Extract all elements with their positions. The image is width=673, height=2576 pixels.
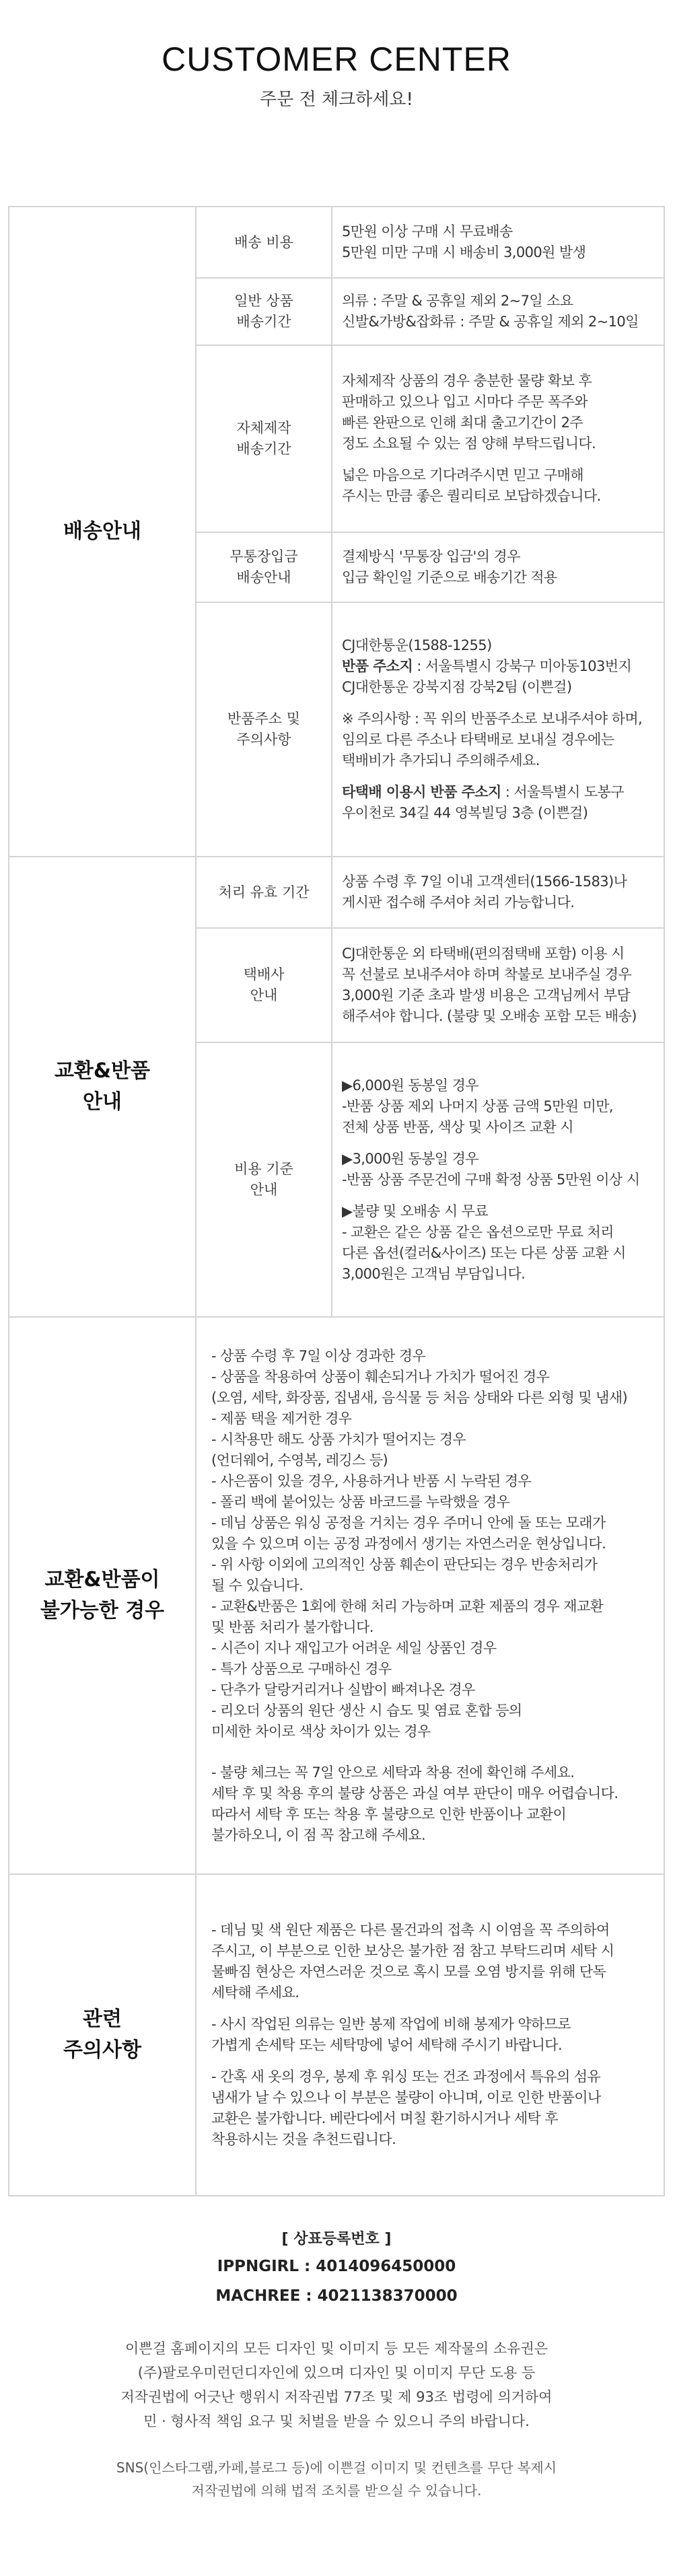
content-cautions [196,1874,664,2196]
shipping-fee-row [9,207,664,278]
defect-check-notice: - 불량 체크는 꼭 7일 안으로 세탁과 착용 전에 확인해 주세요. 세탁 후 및 착용 후의 불량 상품은 과실 여부 판단이 매우 어렵습니다. 따라서 세탁 후 또는 착용 후 불량으로 인한 반품이나 교환이 불가하오니, 이 점 꼭 참고해 주세요. [211,1764,618,1843]
return-address-label: 반품 주소지 [342,658,413,674]
label-courier: 택배사 안내 [196,928,332,1042]
return-caution: ※ 주의사항 : 꼭 위의 반품주소로 보내주셔야 하며, 임의로 다른 주소나 타택배로 보내실 경우에는 택배비가 추가되니 주의해주세요. [342,711,643,768]
cautions-row [9,1874,664,2196]
trademark-title: [ 상표등록번호 ] [281,2231,392,2248]
content-cost [332,1042,664,1317]
label-shipping-period: 일반 상품 배송기간 [196,278,332,345]
content-courier: CJ대한통운 외 타택배(편의점택배 포함) 이용 시 꼭 선불로 보내주셔야 하며 착불로 보내주실 경우 3,000원 기준 초과 발생 비용은 고객님께서 부담 해주셔야 합니다. (불량 및 오배송 포함 모든 배송) [332,928,664,1042]
custom-made-text-2: 넓은 마음으로 기다려주시면 믿고 구매해 주시는 만큼 좋은 퀄리티로 보답하겠습니다. [342,467,601,504]
cost-block-3: ▶불량 및 오배송 시 무료 - 교환은 같은 상품 같은 옵션으로만 무료 처리 다른 옵션(컬러&사이즈) 또는 다른 상품 교환 시 3,000원은 고객님 부담입니다. [342,1203,626,1282]
caution-paragraph-1: - 데님 및 색 원단 제품은 다른 물건과의 접촉 시 이염을 꼭 주의하여 주시고, 이 부분으로 인한 보상은 불가한 점 참고 부탁드리며 세탁 시 물빠짐 현상은 자연스러운 것으로 혹시 모를 오염 방지를 위해 단독 세탁해 주세요. [211,1922,614,2001]
policy-table [8,206,665,2196]
section-non-exchange: 교환&반품이 불가능한 경우 [9,1317,196,1874]
content-shipping-period: 의류 : 주말 & 공휴일 제외 2~7일 소요 신발&가방&잡화류 : 주말 & 공휴일 제외 2~10일 [332,278,664,345]
trademark-machree: MACHREE : 4021138370000 [215,2287,458,2305]
other-courier-label: 타택배 이용시 반품 주소지 [342,784,501,800]
label-return-address: 반품주소 및 주의사항 [196,602,332,857]
section-cautions: 관련 주의사항 [9,1874,196,2196]
section-exchange: 교환&반품 안내 [9,857,196,1317]
label-shipping-fee: 배송 비용 [196,207,332,278]
courier-branch: CJ대한통운 강북지점 강북2팀 (이쁜걸) [342,679,572,695]
caution-paragraph-3: - 간혹 새 옷의 경우, 봉제 후 워싱 또는 건조 과정에서 특유의 섬유 냄새가 날 수 있으나 이 부분은 불량이 아니며, 이로 인한 반품이나 교환은 불가합니다. 베란다에서 며칠 환기하시거나 세탁 후 착용하시는 것을 추천드립니다. [211,2069,601,2147]
page-header [0,0,673,110]
content-return-address [332,602,664,857]
content-deposit: 결제방식 '무통장 입금'의 경우 입금 확인일 기준으로 배송기간 적용 [332,532,664,602]
label-custom-made: 자체제작 배송기간 [196,345,332,532]
content-shipping-fee: 5만원 이상 구매 시 무료배송 5만원 미만 구매 시 배송비 3,000원 발생 [332,207,664,278]
cost-block-2: ▶3,000원 동봉일 경우 -반품 상품 주문건에 구매 확정 상품 5만원 이상 시 [342,1150,640,1188]
non-exchange-row [9,1317,664,1874]
content-non-exchange [196,1317,664,1874]
courier-name: CJ대한통운(1588-1255) [342,637,492,653]
label-cost: 비용 기준 안내 [196,1042,332,1317]
return-address-text: : 서울특별시 강북구 미아동103번지 [413,658,632,674]
label-deadline: 처리 유효 기간 [196,857,332,928]
return-address-line [342,656,657,677]
sns-copyright-notice: SNS(인스타그램,카페,블로그 등)에 이쁜걸 이미지 및 컨텐츠를 무단 복제시 저작권법에 의해 법적 조치를 받으실 수 있습니다. [116,2460,557,2499]
footer [0,2227,673,2502]
copyright-notice: 이쁜걸 홈페이지의 모든 디자인 및 이미지 등 모든 제작물의 소유권은 (주)팔로우미런던디자인에 있으며 디자인 및 이미지 무단 도용 등 저작권법에 어긋난 행위시 저작권법 77조 및 제 93조 법령에 의거하여 민 · 형사적 책임 요구 및 처벌을 받을 수 있으니 주의 바랍니다. [120,2340,553,2429]
non-exchange-list: - 상품 수령 후 7일 이상 경과한 경우 - 상품을 착용하여 상품이 훼손되거나 가치가 떨어진 경우 (오염, 세탁, 화장품, 집냄새, 음식물 등 처음 상태와 다른 외형 및 냄새) - 제품 택을 제거한 경우 - 시착용만 해도 상품 가치가 떨어지는 경우 (언더웨어, 수영복, 레깅스 등) - 사은품이 있을 경우, 사용하거나 반품 시 누락된 경우 - 폴리 백에 붙어있는 상품 바코드를 누락했을 경우 - 데님 상품은 워싱 공정을 거치는 경우 주머니 안에 돌 또는 모래가 있을 수 있으며 이는 공정 과정에서 생기는 자연스러운 현상입니다. - 위 사항 이외에 고의적인 상품 훼손이 판단되는 경우 반송처리가 될 수 있습니다. - 교환&반품은 1회에 한해 처리 가능하며 교환 제품의 경우 재교환 및 반품 처리가 불가합니다. - 시즌이 지나 재입고가 어려운 세일 상품인 경우 - 특가 상품으로 구매하신 경우 - 단추가 달랑거리거나 실밥이 빠져나온 경우 - 리오더 상품의 원단 생산 시 습도 및 염료 혼합 등의 미세한 차이로 색상 차이가 있는 경우 [211,1347,628,1740]
content-deadline: 상품 수령 후 7일 이내 고객센터(1566-1583)나 게시판 접수해 주셔야 처리 가능합니다. [332,857,664,928]
page-subtitle: 주문 전 체크하세요! [260,90,413,110]
caution-paragraph-2: - 사시 작업된 의류는 일반 봉제 작업에 비해 봉제가 약하므로 가볍게 손세탁 또는 세탁망에 넣어 세탁해 주시기 바랍니다. [211,2016,571,2053]
other-courier-text: : 서울특별시 도봉구 우이천로 34길 44 영복빌딩 3층 (이쁜걸) [342,784,624,821]
page-title: CUSTOMER CENTER [162,40,511,78]
custom-made-text-1: 자체제작 상품의 경우 충분한 물량 확보 후 판매하고 있으나 입고 시마다 주문 폭주와 빠른 완판으로 인해 최대 출고기간이 2주 정도 소요될 수 있는 점 양해 부탁드립니다. [342,373,596,452]
trademark-ippngirl: IPPNGIRL : 4014096450000 [217,2258,456,2275]
content-custom-made [332,345,664,532]
cost-block-1: ▶6,000원 동봉일 경우 -반품 상품 제외 나머지 상품 금액 5만원 미만, 전체 상품 반품, 색상 및 사이즈 교환 시 [342,1077,614,1135]
label-deposit: 무통장입금 배송안내 [196,532,332,602]
deadline-row [9,857,664,928]
section-shipping: 배송안내 [9,207,196,857]
other-courier-address [342,782,657,824]
